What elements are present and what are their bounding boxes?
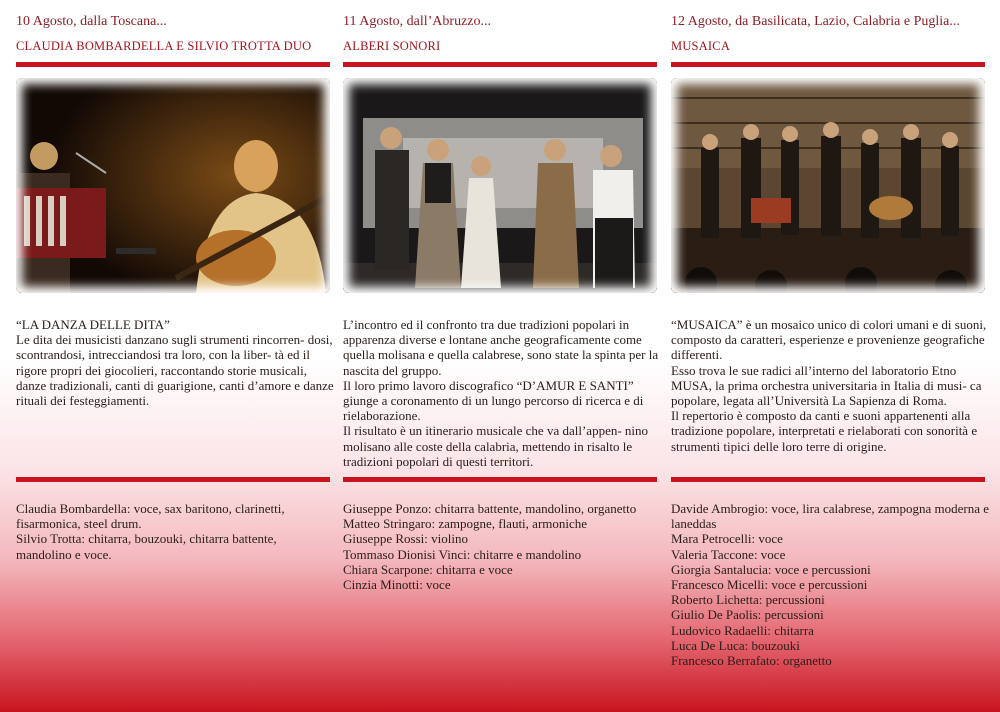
- event-date: 11 Agosto, dall’Abruzzo...: [343, 14, 492, 29]
- member-item: Davide Ambrogio: voce, lira calabrese, zampogna moderna e laneddas: [671, 501, 990, 532]
- members-list: [671, 501, 989, 668]
- member-item: Chiara Scarpone: chitarra e voce: [343, 561, 513, 577]
- artist-name: CLAUDIA BOMBARDELLA E SILVIO TROTTA DUO: [16, 39, 312, 53]
- member-item: Giorgia Santalucia: voce e percussioni: [671, 561, 871, 577]
- event-date: 10 Agosto, dalla Toscana...: [16, 14, 167, 29]
- member-item: Tommaso Dionisi Vinci: chitarre e mandolino: [343, 546, 582, 562]
- member-item: Roberto Lichetta: percussioni: [671, 592, 825, 608]
- description: [671, 317, 989, 454]
- concert-photo: [343, 78, 657, 293]
- description-paragraph: Le dita dei musicisti danzano sugli strumenti rincorren- dosi, scontrandosi, intrecciandosi tra loro, con la liber- tà ed il rigore propri dei giocolieri, raccontando storie musicali, danze tradizionali, canti di guarigione, canti d’amore e danze rituali dei festeggiamenti.: [16, 332, 334, 409]
- description-paragraph: Il repertorio è composto da canti e suoni appartenenti alla tradizione popolare, interpretati e rielaborati con sonorità e strumenti tipici delle loro terre di origine.: [671, 408, 978, 454]
- description-paragraph: Il risultato è un itinerario musicale che va dall’appen- nino molisano alle coste della calabria, mettendo in risalto le tradizioni popolari di questi territori.: [343, 423, 649, 469]
- members-list: [16, 501, 334, 562]
- concert-photo: [16, 78, 330, 293]
- member-item: Silvio Trotta: chitarra, bouzouki, chitarra battente, mandolino e voce.: [16, 531, 277, 562]
- description: [16, 317, 334, 408]
- member-item: Luca De Luca: bouzouki: [671, 637, 800, 653]
- description-paragraph: “MUSAICA” è un mosaico unico di colori umani e di suoni, composto da caratteri, esperienze e provenienze geografiche differenti.: [671, 317, 987, 363]
- members-list: [343, 501, 661, 592]
- artist-name: MUSAICA: [671, 39, 731, 53]
- member-item: Francesco Micelli: voce e percussioni: [671, 577, 868, 593]
- divider: [671, 62, 985, 67]
- divider: [16, 477, 330, 482]
- member-item: Cinzia Minotti: voce: [343, 577, 451, 593]
- divider: [671, 477, 985, 482]
- artist-name: ALBERI SONORI: [343, 39, 441, 53]
- description: [343, 317, 661, 469]
- description-paragraph: Il loro primo lavoro discografico “D’AMUR E SANTI” giunge a coronamento di un lungo percorso di ricerca e di rielaborazione.: [343, 377, 644, 424]
- member-item: Ludovico Radaelli: chitarra: [671, 622, 814, 638]
- member-item: Giuseppe Rossi: violino: [343, 531, 468, 547]
- description-paragraph: Esso trova le sue radici all’interno del laboratorio Etno MUSA, la prima orchestra universitaria in Italia di musi- ca popolare, legata all’Università La Sapienza di Roma.: [671, 362, 982, 409]
- event-date: 12 Agosto, da Basilicata, Lazio, Calabria e Puglia...: [671, 14, 960, 29]
- member-item: Mara Petrocelli: voce: [671, 531, 783, 547]
- description-paragraph: L’incontro ed il confronto tra due tradizioni popolari in apparenza diverse e lontane anche geograficamente come quella molisana e quella calabrese, sono state la spinta per la nascita del gruppo.: [343, 317, 659, 378]
- member-item: Giuseppe Ponzo: chitarra battente, mandolino, organetto: [343, 501, 637, 516]
- divider: [16, 62, 330, 67]
- divider: [343, 477, 657, 482]
- concert-photo: [671, 78, 985, 293]
- member-item: Giulio De Paolis: percussioni: [671, 607, 824, 623]
- member-item: Valeria Taccone: voce: [671, 546, 786, 562]
- divider: [343, 62, 657, 67]
- member-item: Francesco Berrafato: organetto: [671, 653, 832, 669]
- member-item: Matteo Stringaro: zampogne, flauti, armoniche: [343, 516, 588, 532]
- description-title: “LA DANZA DELLE DITA”: [16, 317, 170, 332]
- member-item: Claudia Bombardella: voce, sax baritono, clarinetti, fisarmonica, steel drum.: [16, 501, 285, 532]
